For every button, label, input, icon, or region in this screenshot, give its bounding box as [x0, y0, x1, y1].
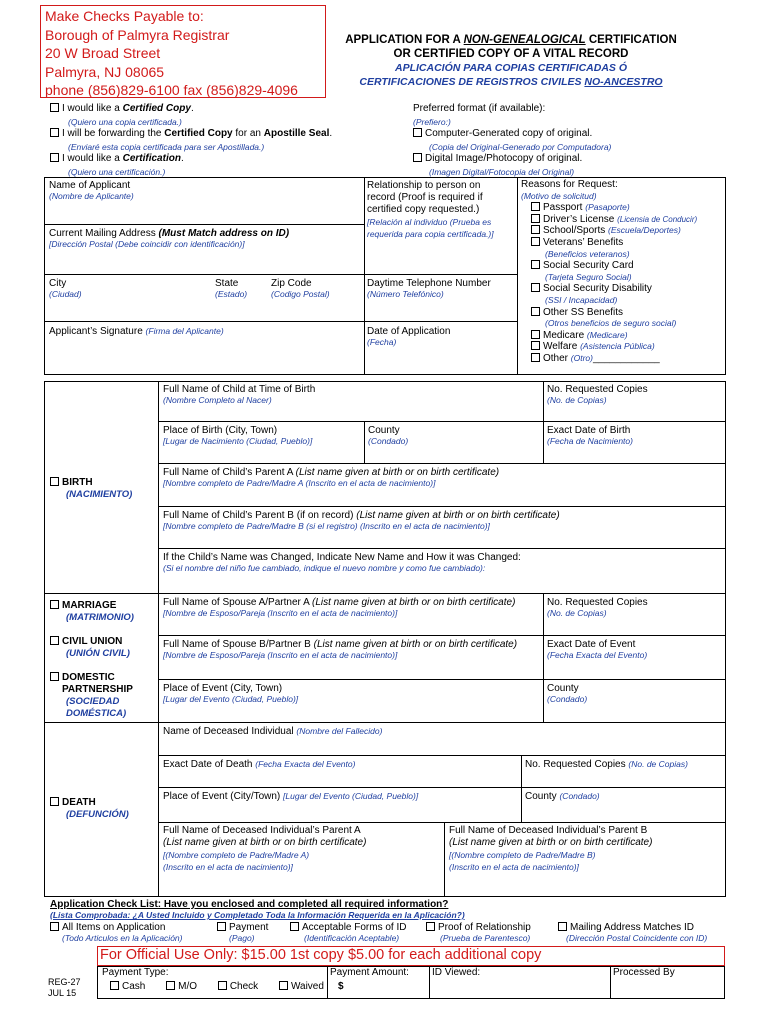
ss-disability-checkbox[interactable] — [531, 283, 540, 292]
passport-checkbox[interactable] — [531, 202, 540, 211]
deceased-parent-a-field[interactable]: Full Name of Deceased Individual’s Parent A (List name given at birth or on birth certificate) [(Nombre completo de Padre/Madre A) (Inscrito en el acta de nacimiento)] — [163, 825, 367, 872]
relationship-field[interactable]: Relationship to person on record (Proof is required if certified copy requested.) [Relación al individuo (Prueba es requerida para copia certificada.)] — [367, 180, 494, 239]
birth-copies-field[interactable]: No. Requested Copies (No. de Copias) — [547, 384, 648, 405]
civil-union-checkbox[interactable] — [50, 636, 59, 645]
check-id-checkbox[interactable] — [290, 922, 299, 931]
other-ss-checkbox[interactable] — [531, 307, 540, 316]
event-place-field[interactable]: Place of Event (City, Town) [Lugar del Evento (Ciudad, Pueblo)] — [163, 683, 299, 704]
payable-line: Make Checks Payable to: — [45, 8, 204, 24]
zip-field[interactable]: Zip Code (Codigo Postal) — [271, 278, 330, 299]
deceased-name-field[interactable]: Name of Deceased Individual (Nombre del Fallecido) — [163, 726, 383, 737]
checklist-item: Acceptable Forms of ID (Identificación Aceptable) — [290, 922, 406, 944]
veterans-checkbox[interactable] — [531, 237, 540, 246]
payable-line: phone (856)829-6100 fax (856)829-4096 — [45, 82, 298, 98]
applicant-name-field[interactable]: Name of Applicant (Nombre de Aplicante) — [49, 180, 134, 201]
waived-checkbox[interactable] — [279, 981, 288, 990]
event-date-field[interactable]: Exact Date of Event (Fecha Exacta del Evento) — [547, 639, 648, 660]
birth-date-field[interactable]: Exact Date of Birth (Fecha de Nacimiento) — [547, 425, 633, 446]
death-checkbox-group: DEATH (DEFUNCIÓN) — [50, 797, 129, 821]
mo-checkbox[interactable] — [166, 981, 175, 990]
processed-by-field[interactable]: Processed By — [613, 967, 675, 978]
death-checkbox[interactable] — [50, 797, 59, 806]
death-copies-field[interactable]: No. Requested Copies (No. de Copias) — [525, 759, 688, 770]
license-checkbox[interactable] — [531, 214, 540, 223]
computer-generated-checkbox[interactable] — [413, 128, 422, 137]
signature-field[interactable]: Applicant’s Signature (Firma del Aplicante) — [49, 326, 224, 337]
preferred-format: Preferred format (if available): (Prefiero:) Computer-Generated copy of original. (Copia del Original-Generado por Computadora) Digital Image/Photocopy of original. (Imagen Digital/Fotocopia del Original) — [413, 103, 612, 177]
request-options: I would like a Certified Copy. (Quiero una copia certificada.) I will be forwarding the Certified Copy for an Apostille Seal. (Enviaré esta copia certificada para ser Apostillada.) I would like a Certification. (Quiero una certificación.) — [50, 103, 410, 178]
date-of-application-field[interactable]: Date of Application (Fecha) — [367, 326, 451, 347]
payable-line: Palmyra, NJ 08065 — [45, 63, 165, 80]
reasons-for-request: Reasons for Request: (Motivo de solicitud) Passport (Pasaporte) Driver’s License (Licensia de Conducir) School/Sports (Escuela/Deportes) Veterans’ Benefits (Beneficios veteranos) Social Security Card (Tarjeta Seguro Social) Social Security Disability (SSI / Incapacidad) Other SS Benefits (Otros beneficios de seguro social) Medicare (Medicare) Welfare (Asistencia Pública) Other (Otro)____________ — [521, 179, 698, 364]
id-viewed-field[interactable]: ID Viewed: — [432, 967, 481, 978]
spouse-b-field[interactable]: Full Name of Spouse B/Partner B (List name given at birth or on birth certificate) [Nombre de Esposo/Pareja (Inscrito en el acta de nacimiento)] — [163, 639, 518, 660]
checklist-item: Mailing Address Matches ID (Dirección Postal Coincidente con ID) — [558, 922, 707, 944]
death-county-field[interactable]: County (Condado) — [525, 791, 600, 802]
check-address-checkbox[interactable] — [558, 922, 567, 931]
welfare-checkbox[interactable] — [531, 341, 540, 350]
birth-checkbox[interactable] — [50, 477, 59, 486]
state-field[interactable]: State (Estado) — [215, 278, 248, 299]
digital-image-checkbox[interactable] — [413, 153, 422, 162]
parent-a-field[interactable]: Full Name of Child’s Parent A (List name given at birth or on birth certificate) [Nombre completo de Padre/Madre A (Inscrito en el acta de nacimiento)] — [163, 467, 500, 488]
spouse-a-field[interactable]: Full Name of Spouse A/Partner A (List name given at birth or on birth certificate) [Nombre de Esposo/Pareja (Inscrito en el acta de nacimiento)] — [163, 597, 516, 618]
cash-checkbox[interactable] — [110, 981, 119, 990]
domestic-partnership-checkbox[interactable] — [50, 672, 59, 681]
apostille-checkbox[interactable] — [50, 128, 59, 137]
checklist-item: All Items on Application (Todo Articulos en la Aplicación) — [50, 922, 182, 944]
child-name-field[interactable]: Full Name of Child at Time of Birth (Nombre Completo al Nacer) — [163, 384, 316, 405]
payable-to-box — [40, 5, 326, 98]
parent-b-field[interactable]: Full Name of Child’s Parent B (if on record) (List name given at birth or on birth certificate) [Nombre completo de Padre/Madre B (si el registro) (Inscrito en el acta de nacimiento)] — [163, 510, 560, 531]
payment-amount-field[interactable]: Payment Amount: $ — [330, 967, 409, 992]
mailing-address-field[interactable]: Current Mailing Address (Must Match address on ID) [Dirección Postal (Debe coincidir con identificación)] — [49, 228, 290, 249]
name-changed-field[interactable]: If the Child’s Name was Changed, Indicate New Name and How it was Changed: (Si el nombre del niño fue cambiado, indique el nuevo nombre y como fue cambiado): — [163, 552, 521, 573]
ss-card-checkbox[interactable] — [531, 260, 540, 269]
checklist-item: Proof of Relationship (Prueba de Parentesco) — [426, 922, 531, 944]
payable-line: 20 W Broad Street — [45, 45, 161, 61]
check-payment-checkbox[interactable] — [217, 922, 226, 931]
form-number: REG-27 JUL 15 — [48, 977, 81, 998]
death-place-field[interactable]: Place of Event (City/Town) [Lugar del Evento (Ciudad, Pueblo)] — [163, 791, 419, 802]
check-all-items-checkbox[interactable] — [50, 922, 59, 931]
other-checkbox[interactable] — [531, 353, 540, 362]
checklist-item: Payment (Pago) — [217, 922, 268, 944]
death-date-field[interactable]: Exact Date of Death (Fecha Exacta del Evento) — [163, 759, 356, 770]
certified-copy-checkbox[interactable] — [50, 103, 59, 112]
checklist-title: Application Check List: Have you enclosed and completed all required information? (Lista Comprobada: ¿A Usted Incluido y Completado Toda la Información Requerida en la Aplicación?) — [50, 899, 465, 920]
school-checkbox[interactable] — [531, 225, 540, 234]
marriage-copies-field[interactable]: No. Requested Copies (No. de Copias) — [547, 597, 648, 618]
birth-checkbox-group: BIRTH (NACIMIENTO) — [50, 477, 132, 501]
marriage-checkbox-group: MARRIAGE (MATRIMONIO) CIVIL UNION (UNIÓN CIVIL) DOMESTIC PARTNERSHIP (SOCIEDAD DOMÉSTICA) — [50, 600, 134, 720]
city-field[interactable]: City (Ciudad) — [49, 278, 82, 299]
phone-field[interactable]: Daytime Telephone Number (Número Telefónico) — [367, 278, 491, 299]
birth-place-field[interactable]: Place of Birth (City, Town) [Lugar de Nacimiento (Ciudad, Pueblo)] — [163, 425, 313, 446]
deceased-parent-b-field[interactable]: Full Name of Deceased Individual’s Parent B (List name given at birth or on birth certificate) [(Nombre completo de Padre/Madre B) (Inscrito en el acta de nacimiento)] — [449, 825, 653, 872]
official-use-banner: For Official Use Only: $15.00 1st copy $5.00 for each additional copy — [97, 946, 725, 966]
medicare-checkbox[interactable] — [531, 330, 540, 339]
birth-county-field[interactable]: County (Condado) — [368, 425, 409, 446]
check-checkbox[interactable] — [218, 981, 227, 990]
payment-type-field: Payment Type: Cash M/O Check Waived — [102, 967, 324, 992]
marriage-checkbox[interactable] — [50, 600, 59, 609]
check-relationship-checkbox[interactable] — [426, 922, 435, 931]
certification-checkbox[interactable] — [50, 153, 59, 162]
event-county-field[interactable]: County (Condado) — [547, 683, 588, 704]
payable-line: Borough of Palmyra Registrar — [45, 26, 230, 43]
form-title: APPLICATION FOR A NON-GENEALOGICAL CERTIFICATION OR CERTIFIED COPY OF A VITAL RECORD APLICACIÓN PARA COPIAS CERTIFICADAS Ó CERTIFICACIONES DE REGISTROS CIVILES NO-ANCESTRO — [345, 34, 677, 88]
